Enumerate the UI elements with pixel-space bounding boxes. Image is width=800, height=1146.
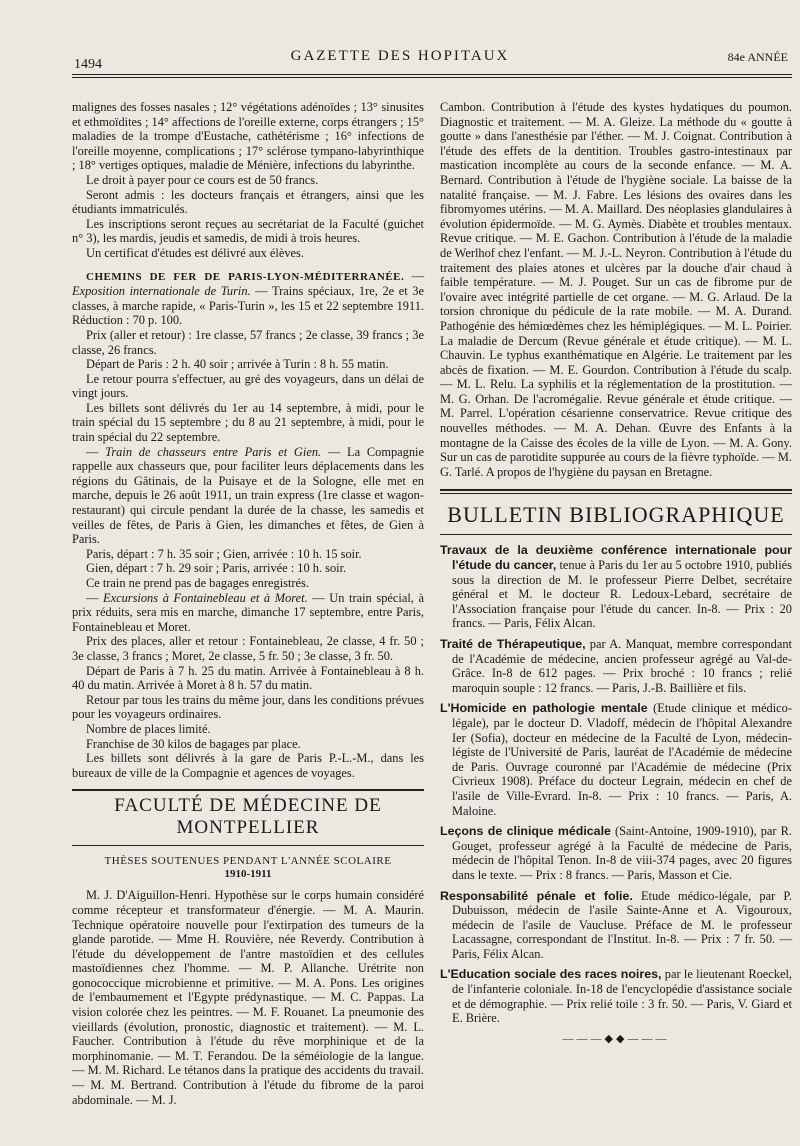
gien-schedule-1: Paris, départ : 7 h. 35 soir ; Gien, arrivée : 10 h. 15 soir. <box>86 546 362 561</box>
turin-departure: Départ de Paris : 2 h. 40 soir ; arrivée à Turin : 8 h. 55 matin. <box>86 357 389 372</box>
excursion-departure: Départ de Paris à 7 h. 25 du matin. Arrivée à Fontainebleau à 8 h. 40 du matin. Arrivée à Moret à 8 h. 57 du matin. <box>72 663 424 693</box>
theses-heading: THÈSES SOUTENUES PENDANT L'ANNÉE SCOLAIRE <box>104 855 392 868</box>
theses-list-continued: Cambon. Contribution à l'étude des kystes hydatiques du poumon. Diagnostic et traitement. — M. A. Gleize. La méthode du « goutte à goutte » dans l'anesthésie par l'éther. — M. J. Coignat. Contribution à l'étude des effets de la dentition. Troubles gastro-intestinaux par mastication incomplète au cours de la seconde enfance. — M. A. Bernard. Contribution à l'étude de l'hygiène sociale. La baisse de la natalité française. — M. J. Fabre. Les lésions des ovaires dans les fibromyomes utérins. — M. A. Maillard. Des néoplasies glandulaires à évolution épidermoïde. — M. G. Aymès. Diabète et troubles mentaux. Revue critique. — M. E. Gachon. Contribution à l'étude de la maladie de Werlhof chez l'enfant. — M. J.-L. Neyron. Contribution à l'étude du traitement des plaies atones et ulcères par la douche d'air chaud à faible température. — M. J. Pouget. Sur un cas de fibrome pur de l'ovaire avec intégrité partielle de cet organe. — M. G. Arlaud. De la torsion chronique du pédicule de la rate mobile. — M. A. Durand. Pathogénie des hémiœdèmes chez les hémiplégiques. — M. L. Poirier. La maladie de Dercum (Revue générale et étude critique). — M. L. Chauvin. Le typhus exanthématique en Algérie. Le traitement par les abcès de fixation. — M. E. Gourdon. Contribution à l'étude du scalp. — M. L. Relu. La syphilis et la réglementation de la prostitution. — M. G. Orhan. De l'acromégalie. Revue générale et étude critique. — M. Parrel. L'opération césarienne conservatrice. Revue critique des nouvelles méthodes. — M. A. Dehan. Œuvre des Enfants à la montagne de la Caisse des écoles de la ville de Lyon. — M. A. Gony. Sur un cas de parotidite suppurée au cours de la fièvre typhoïde. — M. G. Tarlé. A propos de l'hygiène du paysan en Bretagne. <box>440 100 792 479</box>
turin-prices: Prix (aller et retour) : 1re classe, 57 francs ; 2e classe, 39 francs ; 3e classe, 26 francs. <box>72 327 424 357</box>
excursion-tickets: Les billets sont délivrés à la gare de Paris P.-L.-M., dans les bureaux de ville de la Compagnie et agences de voyages. <box>72 751 424 780</box>
gien-baggage: Ce train ne prend pas de bagages enregistrés. <box>86 576 309 590</box>
excursion-baggage: Franchise de 30 kilos de bagages par place. <box>86 736 301 751</box>
excursion-prices: Prix des places, aller et retour : Fontainebleau, 2e classe, 4 fr. 50 ; 3e classe, 3 francs ; Moret, 2e classe, 5 fr. 50 ; 3e classe, 3 fr. 50. <box>72 634 424 663</box>
excursions-title: Excursions à Fontainebleau et à Moret. <box>103 590 308 605</box>
bibliography-entry <box>440 701 792 818</box>
excursion-return: Retour par tous les trains du même jour, dans les conditions prévues pour les voyageurs ordinaires. <box>72 692 424 722</box>
theses-year: 1910-1911 <box>224 868 272 881</box>
entry-text: (Saint-Antoine, 1909-1910), par R. Gouget, professeur agrégé à la Faculté de médecine de Paris, médecin de l'hôpital Tenon. In-8 de viii-374 pages, avec 20 figures dans le texte. — Prix : 8 francs. — Paris, Masson et Cie. <box>452 824 792 882</box>
excursions: — Excursions à Fontainebleau et à Moret. — Un train spécial, à prix réduits, sera mis en marche, dimanche 17 septembre, entre Paris, Fontainebleau et Moret. <box>72 590 424 634</box>
entry-title: Leçons de clinique médicale <box>440 824 611 839</box>
course-registration: Les inscriptions seront reçues au secrétariat de la Faculté (guichet n° 3), les mardis, jeudis et samedis, de midi à trois heures. <box>72 216 424 246</box>
bulletin-title: BULLETIN BIBLIOGRAPHIQUE <box>440 502 792 535</box>
hunters-train-title: Train de chasseurs entre Paris et Gien. <box>105 444 322 459</box>
ent-course-topics: malignes des fosses nasales ; 12° végétations adénoïdes ; 13° sinusites et ethmoïdites ; 14° affections de l'oreille externe, corps étrangers ; 15° maladies de la trompe d'Eustache, cathétérisme ; 16° infections de l'oreille moyenne, complications ; 17° sclérose tympano-labyrinthique ; 18° vertiges optiques, maladie de Ménière, infections du labyrinthe. <box>72 100 424 173</box>
bibliography-entry <box>440 637 792 695</box>
bulletin-rule <box>440 489 792 494</box>
turin-tickets: Les billets sont délivrés du 1er au 14 septembre, à midi, pour le train spécial du 15 septembre ; du 8 au 21 septembre, à midi, pour le train spécial du 22 septembre. <box>72 400 424 445</box>
entry-title: Responsabilité pénale et folie. <box>440 888 633 903</box>
course-certificate: Un certificat d'études est délivré aux élèves. <box>86 245 304 260</box>
entry-text: Etude médico-légale, par P. Dubuisson, médecin de l'asile Sainte-Anne et A. Vigouroux, médecin de l'asile de Vaucluse. Préface de M. le professeur Lacassagne, correspondant de l'Institut. In-8. — Prix : 7 fr. 50. — Paris, Félix Alcan. <box>452 888 792 961</box>
page-number: 1494 <box>74 57 102 72</box>
railway-heading: CHEMINS DE FER DE PARIS-LYON-MÉDITERRANÉE. <box>86 270 405 283</box>
turin-exhibition-title: Exposition internationale de Turin. <box>72 284 251 299</box>
entry-text: tenue à Paris du 1er au 5 octobre 1910, publiés sous la direction de M. le professeur Pierre Delbet, secrétaire général et M. le docteur R. Ledoux-Lebard, secrétaire de l'Association française pour l'étude du cancer. In-8. — Prix : 20 francs. — Paris, Félix Alcan. <box>452 558 792 631</box>
header-rule-top <box>72 74 792 75</box>
bibliography-entry <box>440 824 792 882</box>
ornament-divider: ———◆◆——— <box>562 1032 670 1045</box>
right-column <box>440 100 792 1045</box>
course-fee: Le droit à payer pour ce cours est de 50 francs. <box>86 172 319 187</box>
gien-schedule-2: Gien, départ : 7 h. 29 soir ; Paris, arrivée : 10 h. soir. <box>86 561 347 576</box>
railway-notice: CHEMINS DE FER DE PARIS-LYON-MÉDITERRANÉE. — Exposition internationale de Turin. — Trains spéciaux, 1re, 2e et 3e classes, à marche rapide, « Paris-Turin », les 15 et 22 septembre 1911. Réduction : 70 p. 100. <box>72 268 424 328</box>
left-column <box>72 100 424 1107</box>
entry-text: par le lieutenant Roeckel, de l'infanterie coloniale. In-18 de l'encyclopédie d'assistance sociale et de démographie. — Prix relié toile : 3 fr. 50. — Paris, V. Giard et E. Brière. <box>452 967 793 1026</box>
journal-title: GAZETTE DES HOPITAUX <box>290 48 510 64</box>
bibliography-entry <box>440 967 792 1025</box>
year-label: 84e ANNÉE <box>727 50 788 64</box>
entry-title: Traité de Thérapeutique, <box>440 637 586 651</box>
course-admission: Seront admis : les docteurs français et étrangers, ainsi que les étudiants immatriculés. <box>72 187 424 217</box>
bibliography-entry <box>440 543 792 631</box>
entry-text: par A. Manquat, membre correspondant de l'Académie de médecine, ancien professeur agrégé au Val-de-Grâce. In-8 de 612 pages. — Prix broché : 10 francs ; relié maroquin souple : 12 francs. — Paris, J.-B. Baillière et fils. <box>452 637 792 695</box>
bibliography-entry <box>440 889 792 962</box>
entry-text: (Etude clinique et médico-légale), par le docteur D. Vladoff, médecin de l'hôpital Alexandre Ier (Sofia), docteur en médecine de la Faculté de Lyon, médecin-légiste de l'Université de Paris, lauréat de l'Académie de médecine de Paris. Ouvrage couronné par l'Académie de médecine (Prix Civrieux 1908). Préface du docteur Legrain, médecin en chef de l'asile de Ville-Evrard. In-8. — Prix : 10 francs. — Paris, A. Maloine. <box>452 701 792 818</box>
excursion-seats: Nombre de places limité. <box>86 721 211 736</box>
entry-title: L'Homicide en pathologie mentale <box>440 701 648 716</box>
faculty-heading: FACULTÉ DE MÉDECINE DE MONTPELLIER <box>72 789 424 846</box>
entry-title: Travaux de la deuxième conférence internationale pour l'étude du cancer, <box>440 543 792 573</box>
theses-list: M. J. D'Aiguillon-Henri. Hypothèse sur le corps humain considéré comme récepteur et transformateur d'énergie. — M. A. Maurin. Technique opératoire nouvelle pour l'extirpation des tumeurs de la glande parotide. — Mme H. Rouvière, née Reverdy. Contribution à l'étude du développement de l'antre mastoïdien et des cellules mastoïdiennes chez l'homme. — M. P. Allanche. Urétrite non gonococcique microbienne et primitive. — M. A. Pons. Les origines de l'embaumement et l'Egypte prédynastique. — M. C. Pappas. La vision colorée chez les peintres. — M. F. Rouanet. La pneumonie des vieillards (évolution, pronostic, diagnostic et traitement). — M. L. Faucher. Contribution à l'étude du rêve morphinique et de la morphinomanie. — M. T. Ferandou. De la séméiologie de la langue. — M. M. Richard. Le tétanos dans la pratique des accidents du travail. — M. M. Bertrand. Contribution à l'étude du fibrome de la paroi abdominale. — M. J. <box>72 888 424 1107</box>
header-rule-bottom <box>72 77 792 78</box>
entry-title: L'Education sociale des races noires, <box>440 967 662 982</box>
turin-return: Le retour pourra s'effectuer, au gré des voyageurs, dans un délai de vingt jours. <box>72 371 424 401</box>
hunters-train: — Train de chasseurs entre Paris et Gien. — La Compagnie rappelle aux chasseurs que, pour faciliter leurs déplacements dans les régions du Gâtinais, de la Puisaye et de la Sologne, elle met en marche, depuis le 26 août 1911, un train express (1re classe et wagon-restaurant) qui circule pendant la durée de la chasse, les samedis et veilles de fêtes, de Paris à Gien, les dimanches et fêtes, de Gien à Paris. <box>72 444 424 547</box>
